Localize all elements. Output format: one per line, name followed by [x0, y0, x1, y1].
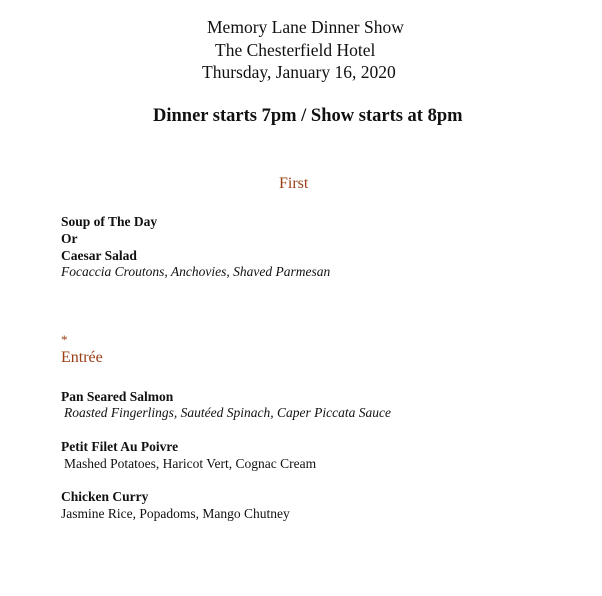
event-title: Memory Lane Dinner Show: [207, 17, 404, 37]
section-divider-asterisk: *: [61, 332, 68, 347]
section-heading-entree: Entrée: [61, 349, 103, 366]
dish-pan-seared-salmon: Pan Seared Salmon: [61, 389, 174, 404]
dish-caesar-salad-description: Focaccia Croutons, Anchovies, Shaved Parmesan: [61, 264, 331, 279]
dish-chicken-curry-description: Jasmine Rice, Popadoms, Mango Chutney: [61, 506, 290, 521]
dish-pan-seared-salmon-description: Roasted Fingerlings, Sautéed Spinach, Caper Piccata Sauce: [64, 405, 391, 420]
dish-caesar-salad: Caesar Salad: [61, 248, 137, 263]
dish-soup-of-the-day: Soup of The Day: [61, 214, 158, 229]
dish-petit-filet-au-poivre: Petit Filet Au Poivre: [61, 439, 179, 454]
dish-or-separator: Or: [61, 231, 78, 246]
schedule-tagline: Dinner starts 7pm / Show starts at 8pm: [153, 106, 463, 126]
section-heading-first: First: [279, 175, 309, 192]
dish-chicken-curry: Chicken Curry: [61, 489, 149, 504]
venue-name: The Chesterfield Hotel: [215, 40, 376, 60]
dish-petit-filet-description: Mashed Potatoes, Haricot Vert, Cognac Cream: [64, 456, 317, 471]
event-date: Thursday, January 16, 2020: [202, 62, 396, 82]
